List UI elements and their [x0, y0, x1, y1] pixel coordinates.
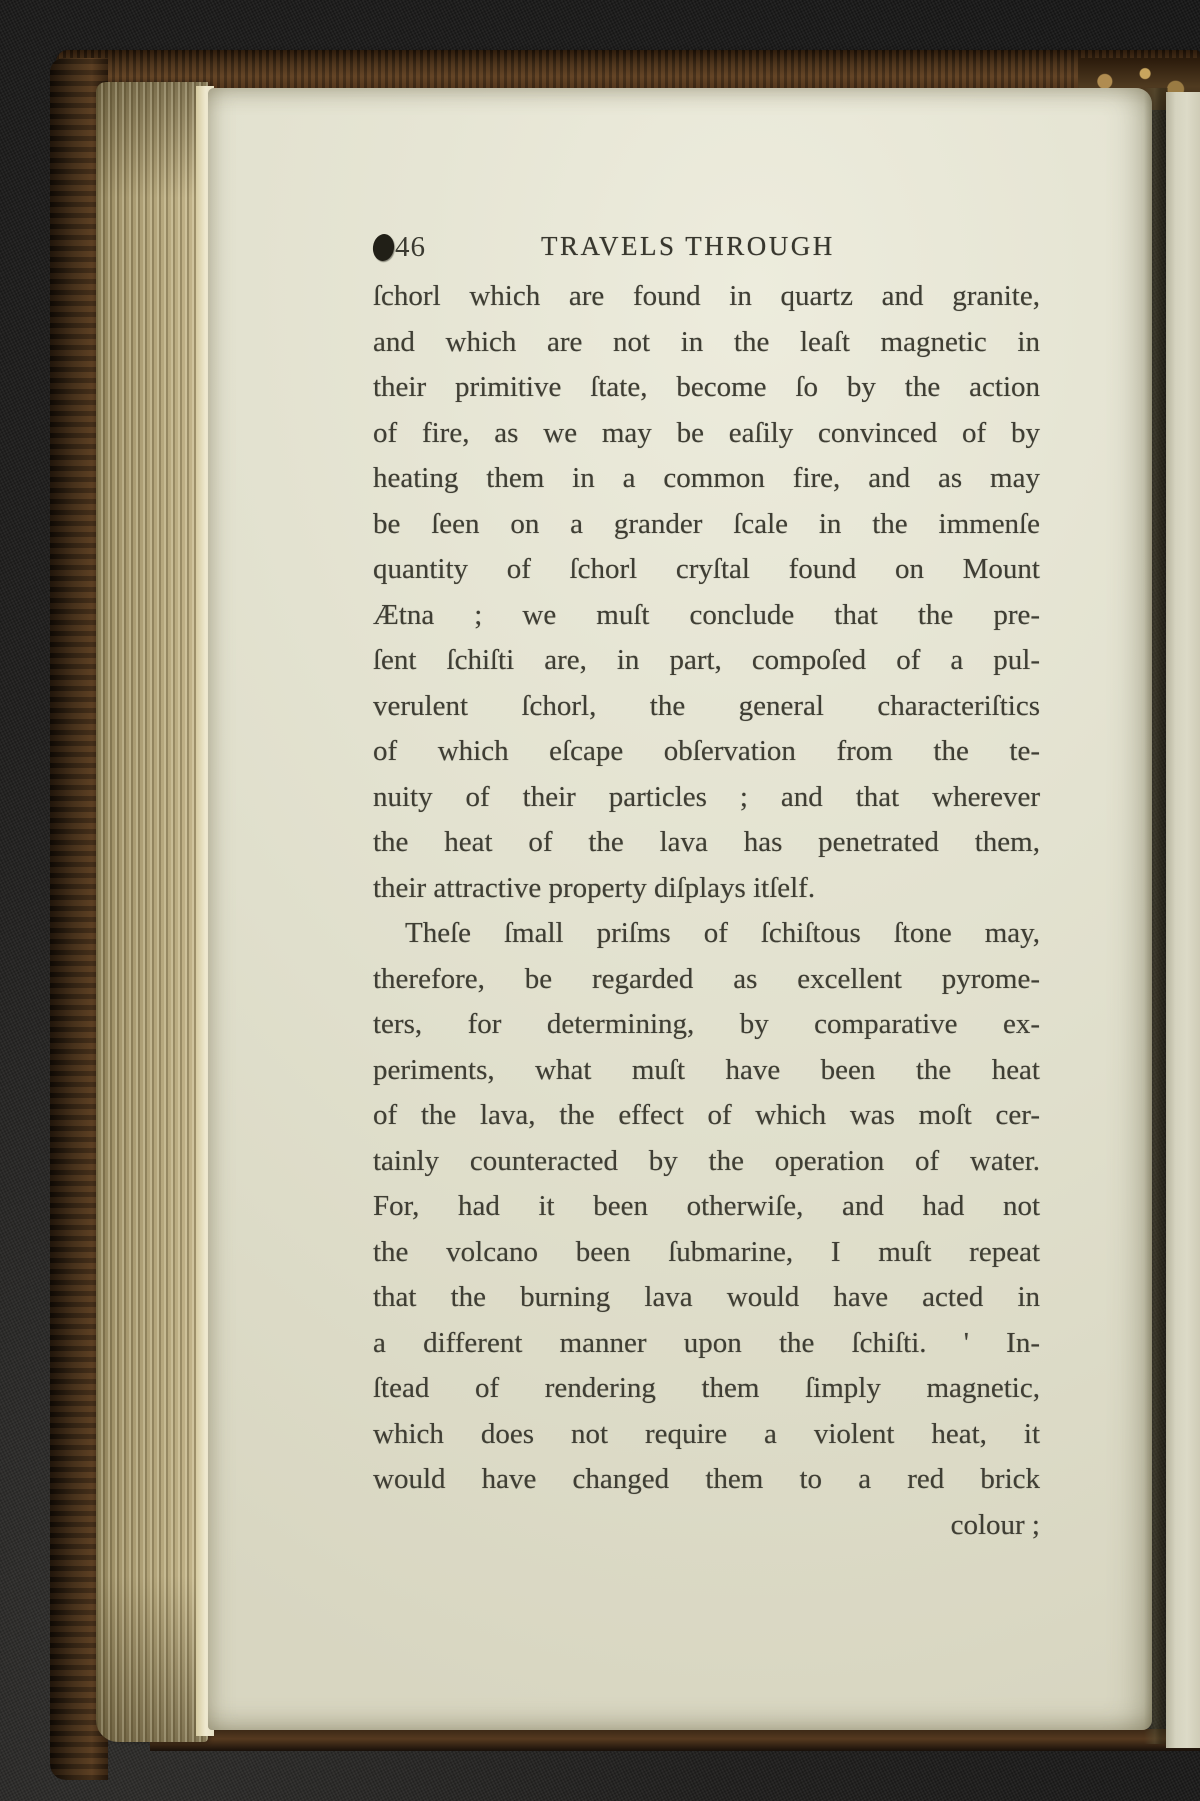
body-line: quantity of ſchorl cryſtal found on Mount	[373, 553, 1040, 585]
body-line: Ætna ; we muſt conclude that the pre-	[373, 598, 1040, 631]
page-number-text: 46	[395, 231, 426, 263]
body-line: and which are not in the leaſt magnetic in	[373, 325, 1040, 358]
body-line: would have changed them to a red brick	[373, 1463, 1040, 1495]
page-header	[373, 229, 1040, 265]
body-line: therefore, be regarded as excellent pyrome-	[373, 962, 1040, 995]
body-line: of which eſcape obſervation from the te-	[373, 735, 1040, 767]
body-line: colour ;	[950, 1508, 1040, 1541]
body-line: tainly counteracted by the operation of water.	[373, 1144, 1040, 1177]
body-line: ters, for determining, by comparative ex-	[373, 1008, 1040, 1040]
book-cover-leather-bottom-edge	[150, 1729, 1200, 1751]
body-line: their primitive ſtate, become ſo by the action	[373, 371, 1040, 403]
body-text-block	[373, 274, 1040, 1548]
body-line: a different manner upon the ſchiſti. ' In-	[373, 1326, 1040, 1359]
body-line: verulent ſchorl, the general characteriſtics	[373, 689, 1040, 722]
body-line: the volcano been ſubmarine, I muſt repeat	[373, 1235, 1040, 1268]
body-line: periments, what muſt have been the heat	[373, 1053, 1040, 1086]
body-line: heating them in a common fire, and as may	[373, 462, 1040, 494]
stacked-page-fore-edges	[96, 82, 208, 1742]
body-line: ſtead of rendering them ſimply magnetic,	[373, 1372, 1040, 1404]
body-line: that the burning lava would have acted in	[373, 1281, 1040, 1313]
body-line: ſchorl which are found in quartz and granite,	[373, 280, 1040, 312]
facing-page-edge-sliver	[1166, 92, 1200, 1748]
gutter-shadow	[1144, 88, 1168, 1744]
body-line: ſent ſchiſti are, in part, compoſed of a pul-	[373, 644, 1040, 676]
body-line: Theſe ſmall priſms of ſchiſtous ſtone may,	[405, 917, 1040, 949]
body-line: of fire, as we may be eaſily convinced of by	[373, 416, 1040, 449]
ink-blot	[371, 233, 396, 263]
body-line: of the lava, the effect of which was moſt cer-	[373, 1099, 1040, 1131]
body-line: their attractive property diſplays itſelf.	[373, 871, 816, 904]
body-line: nuity of their particles ; and that wherever	[373, 780, 1040, 813]
running-header-title: TRAVELS THROUGH	[541, 231, 835, 261]
body-line: For, had it been otherwiſe, and had not	[373, 1190, 1040, 1222]
body-line: which does not require a violent heat, it	[373, 1417, 1040, 1450]
body-line: be ſeen on a grander ſcale in the immenſe	[373, 507, 1040, 540]
page-number	[373, 231, 426, 264]
body-line: the heat of the lava has penetrated them,	[373, 826, 1040, 858]
worn-gilt-leather-bottom-right	[1126, 1716, 1200, 1758]
